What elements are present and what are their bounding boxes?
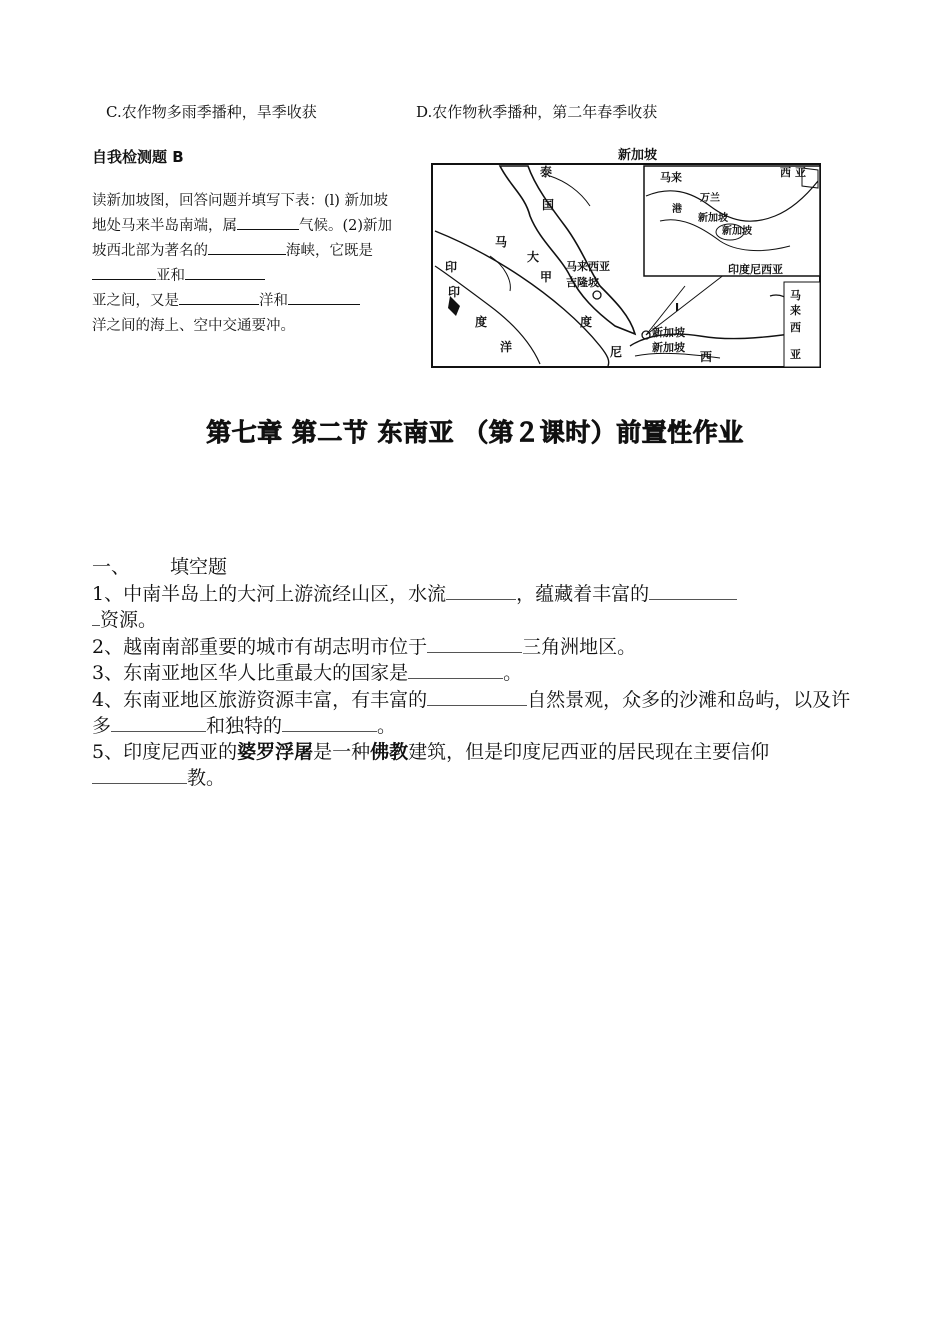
q-text: 4、东南亚地区旅游资源丰富，有丰富的 bbox=[92, 688, 428, 711]
map-label: 马 bbox=[495, 235, 508, 249]
map-label: 西 bbox=[700, 350, 713, 364]
map-label: 印 bbox=[448, 285, 461, 299]
heading-number: 一、 bbox=[92, 556, 131, 578]
map-title: 新加坡 bbox=[618, 148, 658, 163]
answer-blank[interactable] bbox=[185, 265, 265, 280]
q-text: 。 bbox=[503, 662, 523, 684]
q-text: 自然景观，众多的沙滩和岛屿，以及许多 bbox=[92, 688, 851, 737]
q-text: 亚之间，又是 bbox=[92, 293, 179, 309]
map-label: 新加坡 bbox=[652, 326, 685, 339]
map-label: 来 bbox=[790, 304, 801, 317]
answer-blank[interactable] bbox=[92, 607, 100, 626]
answer-blank[interactable] bbox=[446, 581, 516, 600]
q-text: 海峡，它既是 bbox=[286, 243, 373, 259]
q-text: 洋之间的海上、空中交通要冲。 bbox=[92, 318, 295, 334]
q-text: 是一种 bbox=[313, 740, 371, 763]
answer-blank[interactable] bbox=[649, 581, 737, 600]
map-label: 新加坡 bbox=[652, 341, 685, 354]
map-label: 大 bbox=[527, 250, 540, 264]
map-label: 印 bbox=[445, 260, 458, 274]
map-label: 马来 bbox=[660, 171, 682, 184]
q-text: 资源。 bbox=[100, 609, 158, 631]
map-label: 印度尼西亚 bbox=[728, 263, 783, 276]
answer-blank[interactable] bbox=[92, 765, 187, 784]
map-label: 亚 bbox=[790, 348, 801, 361]
q-text: ，蕴藏着丰富的 bbox=[516, 582, 650, 605]
map-label: 马来西亚 bbox=[566, 260, 610, 273]
q-text: 2、越南南部重要的城市有胡志明市位于 bbox=[92, 635, 428, 658]
question-5 bbox=[92, 740, 862, 792]
question-3 bbox=[92, 660, 862, 687]
answer-blank[interactable] bbox=[408, 660, 503, 679]
answer-blank[interactable] bbox=[179, 290, 259, 305]
answer-blank[interactable] bbox=[92, 265, 156, 280]
answer-blank[interactable] bbox=[288, 290, 360, 305]
section-b-question bbox=[92, 189, 397, 339]
map-label: 泰 bbox=[540, 165, 553, 179]
question-2 bbox=[92, 634, 862, 661]
section-b-title: 自我检测题 B bbox=[92, 148, 184, 166]
fill-in-section bbox=[92, 555, 862, 792]
q-text: 洋和 bbox=[259, 293, 288, 309]
map-label: 亚 bbox=[795, 166, 806, 179]
q-text: 5、印度尼西亚的 bbox=[92, 740, 238, 763]
map-label: 万兰 bbox=[700, 193, 720, 204]
section-heading bbox=[92, 555, 862, 581]
q-text: 和独特的 bbox=[206, 715, 283, 737]
map-label: 西 bbox=[790, 321, 801, 334]
answer-blank[interactable] bbox=[427, 634, 522, 653]
map-label: 新加坡 bbox=[698, 213, 728, 224]
q-text: 1、中南半岛上的大河上游流经山区，水流 bbox=[92, 582, 447, 605]
map-label: 马 bbox=[790, 289, 801, 302]
q-text: 。 bbox=[377, 715, 397, 737]
heading-text: 填空题 bbox=[170, 556, 228, 578]
answer-blank[interactable] bbox=[427, 687, 527, 706]
option-c: C.农作物多雨季播种，旱季收获 bbox=[106, 103, 317, 121]
q-text: 读新加坡图，回答问题并填写下表：(l) 新加坡地处马来半岛南端，属 bbox=[92, 193, 389, 234]
map-label: 吉隆坡 bbox=[566, 276, 599, 289]
q-text: 亚和 bbox=[156, 268, 185, 284]
q-text: 气候。(2)新加坡西北部为著名的 bbox=[92, 218, 393, 259]
q-text: 教。 bbox=[187, 767, 226, 789]
map-label: 洋 bbox=[500, 340, 513, 354]
map-label: 度 bbox=[580, 315, 593, 329]
answer-blank[interactable] bbox=[208, 240, 280, 255]
map-label: 甲 bbox=[540, 270, 553, 284]
map-label: 港 bbox=[672, 204, 682, 215]
q-text: 建筑，但是印度尼西亚的居民现在主要信仰 bbox=[408, 740, 770, 763]
map-label: 尼 bbox=[610, 345, 623, 359]
option-d: D.农作物秋季播种，第二年春季收获 bbox=[416, 103, 658, 121]
map-label: 西 bbox=[780, 166, 791, 179]
q-text: 三角洲地区。 bbox=[522, 635, 637, 658]
answer-blank[interactable] bbox=[111, 713, 206, 732]
map-label: 国 bbox=[542, 198, 555, 212]
question-4 bbox=[92, 687, 862, 740]
answer-blank[interactable] bbox=[237, 215, 299, 230]
q-term: 佛教 bbox=[370, 740, 409, 763]
answer-blank[interactable] bbox=[282, 713, 377, 732]
q-text: 3、东南亚地区华人比重最大的国家是 bbox=[92, 662, 409, 684]
q-term: 婆罗浮屠 bbox=[237, 740, 314, 763]
question-1 bbox=[92, 581, 862, 634]
map-label: I bbox=[675, 301, 680, 314]
map-label: 度 bbox=[475, 315, 488, 329]
map-label: 新加坡 bbox=[722, 226, 752, 237]
singapore-map bbox=[430, 146, 822, 372]
page-title: 第七章 第二节 东南亚 （第２课时）前置性作业 bbox=[206, 418, 744, 447]
